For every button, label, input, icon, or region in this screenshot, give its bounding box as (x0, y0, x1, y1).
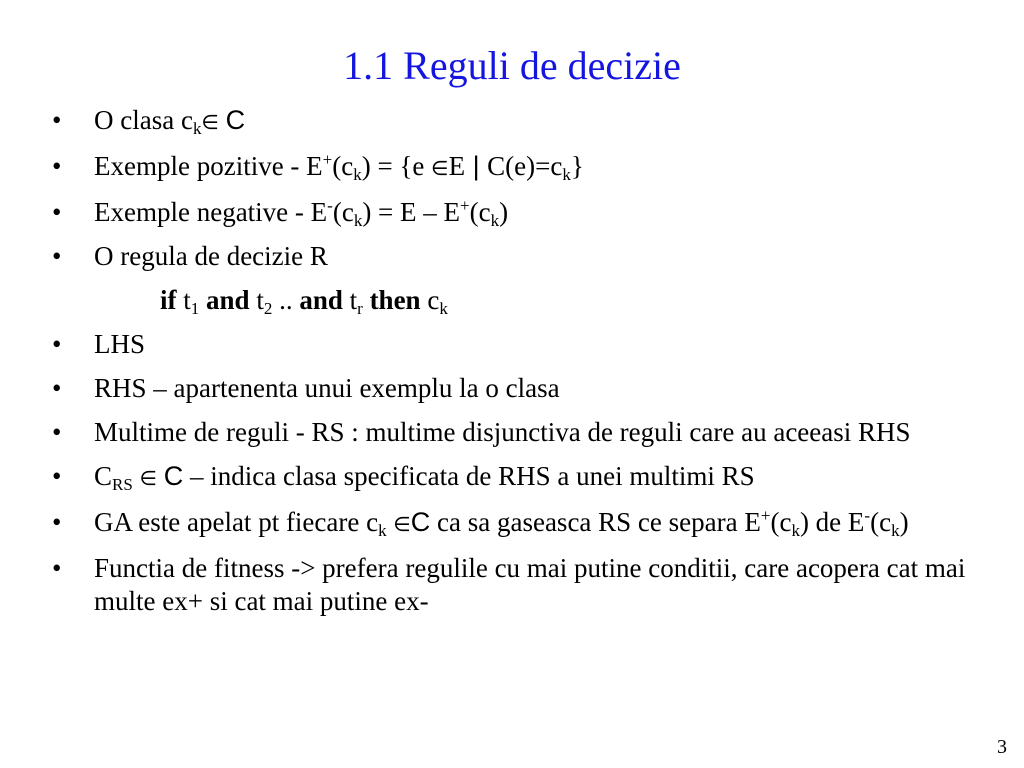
subscript: 2 (263, 299, 273, 318)
item-text: ) = E – E (362, 197, 461, 227)
bullet-dot: • (52, 553, 62, 583)
subscript: k (439, 299, 448, 318)
subscript: k (353, 165, 362, 184)
bullet-list (52, 104, 1002, 629)
item-text: O clasa c (94, 105, 193, 135)
item-text: | (465, 151, 488, 181)
bullet-dot: • (52, 241, 62, 271)
item-text: – indica clasa specificata de RHS a unei multimi RS (183, 461, 755, 491)
bullet-item-rhs (52, 372, 1002, 405)
class-set-symbol: C (225, 105, 246, 135)
item-text: ) de E (799, 507, 865, 537)
item-text: (c (469, 197, 491, 227)
subscript: RS (112, 475, 133, 494)
item-text: (c (770, 507, 792, 537)
item-text: ) (899, 507, 909, 537)
bullet-item-fitness (52, 552, 1002, 618)
bullet-dot: • (52, 151, 62, 181)
class-set-symbol: C (410, 507, 431, 537)
item-text: c (420, 285, 440, 315)
subscript: k (562, 165, 571, 184)
bullet-dot: • (52, 507, 62, 537)
bullet-item-crs (52, 460, 1002, 495)
item-text: RHS – apartenenta unui exemplu la o clasa (94, 373, 560, 403)
subscript: 1 (190, 299, 200, 318)
bullet-dot: • (52, 197, 62, 227)
subscript: k (378, 521, 387, 540)
superscript: - (864, 506, 871, 525)
item-text: t (249, 285, 264, 315)
superscript: + (760, 506, 771, 525)
item-text: ) (499, 197, 509, 227)
item-text: t (342, 285, 358, 315)
item-text: (c (332, 151, 354, 181)
keyword-if: if (160, 285, 177, 315)
item-text: C(e)=c (487, 151, 563, 181)
subscript: k (490, 211, 500, 230)
superscript: + (460, 196, 470, 215)
subscript: k (791, 521, 800, 540)
item-text: Multime de reguli - RS : multime disjunctiva de reguli care au aceeasi RHS (94, 417, 911, 447)
item-text: (c (870, 507, 892, 537)
superscript: - (327, 196, 333, 215)
element-of-icon: ∈ (431, 156, 449, 180)
superscript: + (322, 150, 333, 169)
bullet-item-ga (52, 506, 1002, 541)
bullet-dot: • (52, 105, 62, 135)
item-text: Exemple negative - E (94, 197, 328, 227)
item-text: ca sa gaseasca RS ce separa E (430, 507, 761, 537)
item-text: } (570, 151, 584, 181)
item-text: E (448, 151, 466, 181)
class-set-symbol: C (163, 461, 184, 491)
page-number: 3 (997, 736, 1007, 758)
item-text: .. (272, 285, 300, 315)
keyword-and: and (299, 285, 343, 315)
bullet-item-negative (52, 196, 1002, 229)
subscript: r (357, 299, 363, 318)
subscript: k (192, 119, 202, 138)
slide-title: 1.1 Reguli de decizie (343, 43, 681, 88)
subscript: k (891, 521, 900, 540)
item-text: (c (332, 197, 354, 227)
bullet-item-ruleset (52, 416, 1002, 449)
element-of-icon: ∈ (139, 466, 157, 490)
item-text: t (176, 285, 191, 315)
bullet-item-class (52, 104, 1002, 139)
element-of-icon: ∈ (393, 512, 411, 536)
bullet-item-rule (52, 240, 1002, 273)
bullet-dot: • (52, 329, 62, 359)
bullet-dot: • (52, 417, 62, 447)
item-text: Functia de fitness -> prefera regulile cu mai putine conditii, care acopera cat mai multe ex+ si cat mai putine ex- (94, 553, 966, 616)
item-text: C (94, 461, 113, 491)
item-text: LHS (94, 329, 146, 359)
bullet-item-lhs (52, 328, 1002, 361)
bullet-dot: • (52, 373, 62, 403)
keyword-and: and (199, 285, 250, 315)
bullet-dot: • (52, 461, 62, 491)
item-text: ) = {e (361, 151, 432, 181)
subscript: k (353, 211, 363, 230)
keyword-then: then (362, 285, 421, 315)
element-of-icon: ∈ (201, 110, 219, 134)
item-text: Exemple pozitive - E (94, 151, 323, 181)
item-text: O regula de decizie R (94, 241, 328, 271)
bullet-item-positive (52, 150, 1002, 185)
item-text: GA este apelat pt fiecare c (94, 507, 379, 537)
rule-formula (52, 284, 1002, 317)
